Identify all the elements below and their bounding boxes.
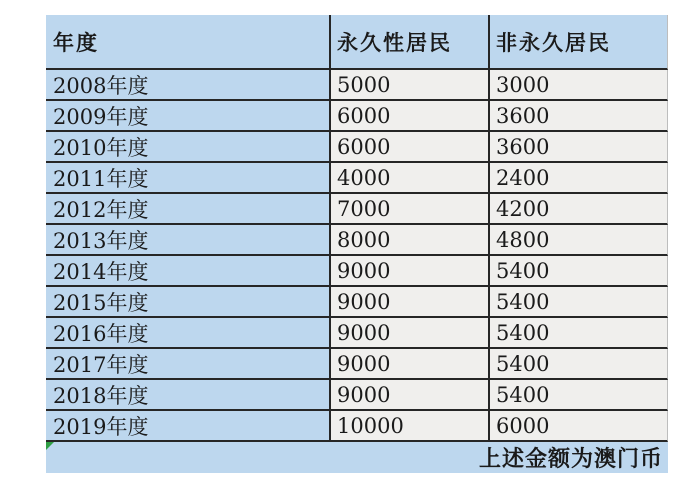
year-cell[interactable] <box>46 256 329 287</box>
non-permanent-residents-cell[interactable] <box>488 163 668 194</box>
table-row <box>46 318 668 349</box>
year-value: 2018年度 <box>53 383 149 408</box>
header-cell-permanent-residents[interactable] <box>329 15 488 70</box>
year-cell[interactable] <box>46 101 329 132</box>
year-cell[interactable] <box>46 411 329 442</box>
table-row <box>46 256 668 287</box>
year-value: 2013年度 <box>53 228 149 253</box>
table-footer-row[interactable] <box>46 442 668 473</box>
permanent-residents-cell[interactable] <box>329 101 488 132</box>
table-row <box>46 411 668 442</box>
non-permanent-residents-value: 5400 <box>496 320 550 345</box>
permanent-residents-cell[interactable] <box>329 349 488 380</box>
non-permanent-residents-value: 4800 <box>496 227 550 252</box>
table-row <box>46 163 668 194</box>
permanent-residents-cell[interactable] <box>329 411 488 442</box>
non-permanent-residents-value: 5400 <box>496 351 550 376</box>
non-permanent-residents-cell[interactable] <box>488 287 668 318</box>
permanent-residents-cell[interactable] <box>329 287 488 318</box>
permanent-residents-value: 10000 <box>337 413 404 438</box>
year-cell[interactable] <box>46 194 329 225</box>
year-value: 2014年度 <box>53 259 149 284</box>
non-permanent-residents-cell[interactable] <box>488 256 668 287</box>
permanent-residents-value: 9000 <box>337 320 391 345</box>
permanent-residents-value: 9000 <box>337 382 391 407</box>
year-value: 2015年度 <box>53 290 149 315</box>
permanent-residents-cell[interactable] <box>329 318 488 349</box>
year-cell[interactable] <box>46 70 329 101</box>
permanent-residents-value: 9000 <box>337 289 391 314</box>
permanent-residents-cell[interactable] <box>329 225 488 256</box>
non-permanent-residents-value: 5400 <box>496 382 550 407</box>
permanent-residents-value: 9000 <box>337 258 391 283</box>
table-row <box>46 287 668 318</box>
table-row <box>46 349 668 380</box>
permanent-residents-value: 6000 <box>337 103 391 128</box>
non-permanent-residents-value: 4200 <box>496 196 550 221</box>
year-cell[interactable] <box>46 287 329 318</box>
year-value: 2016年度 <box>53 321 149 346</box>
header-label-year: 年度 <box>53 29 99 55</box>
permanent-residents-value: 8000 <box>337 227 391 252</box>
non-permanent-residents-value: 3600 <box>496 134 550 159</box>
permanent-residents-cell[interactable] <box>329 132 488 163</box>
table-row <box>46 194 668 225</box>
table-row <box>46 380 668 411</box>
non-permanent-residents-cell[interactable] <box>488 349 668 380</box>
table-row <box>46 101 668 132</box>
non-permanent-residents-cell[interactable] <box>488 318 668 349</box>
year-cell[interactable] <box>46 132 329 163</box>
permanent-residents-value: 4000 <box>337 165 391 190</box>
non-permanent-residents-value: 5400 <box>496 289 550 314</box>
year-cell[interactable] <box>46 318 329 349</box>
permanent-residents-value: 9000 <box>337 351 391 376</box>
year-value: 2011年度 <box>53 166 149 191</box>
year-cell[interactable] <box>46 380 329 411</box>
non-permanent-residents-cell[interactable] <box>488 70 668 101</box>
permanent-residents-cell[interactable] <box>329 256 488 287</box>
footer-note: 上述金额为澳门币 <box>478 446 663 472</box>
non-permanent-residents-value: 6000 <box>496 413 550 438</box>
year-value: 2009年度 <box>53 104 149 129</box>
non-permanent-residents-cell[interactable] <box>488 101 668 132</box>
permanent-residents-cell[interactable] <box>329 380 488 411</box>
non-permanent-residents-value: 5400 <box>496 258 550 283</box>
year-value: 2010年度 <box>53 135 149 160</box>
table-header-row <box>46 15 668 70</box>
header-cell-non-permanent-residents[interactable] <box>488 15 668 70</box>
permanent-residents-value: 6000 <box>337 134 391 159</box>
year-value: 2017年度 <box>53 352 149 377</box>
residents-quota-table <box>46 15 668 473</box>
permanent-residents-cell[interactable] <box>329 70 488 101</box>
permanent-residents-cell[interactable] <box>329 194 488 225</box>
header-label-permanent-residents: 永久性居民 <box>337 29 452 55</box>
non-permanent-residents-cell[interactable] <box>488 225 668 256</box>
non-permanent-residents-cell[interactable] <box>488 380 668 411</box>
year-cell[interactable] <box>46 349 329 380</box>
permanent-residents-cell[interactable] <box>329 163 488 194</box>
table-body <box>46 70 668 442</box>
table-row <box>46 70 668 101</box>
excel-error-indicator-icon <box>46 442 54 450</box>
header-cell-year[interactable] <box>46 15 329 70</box>
non-permanent-residents-cell[interactable] <box>488 132 668 163</box>
year-cell[interactable] <box>46 163 329 194</box>
non-permanent-residents-cell[interactable] <box>488 411 668 442</box>
permanent-residents-value: 5000 <box>337 72 391 97</box>
year-value: 2012年度 <box>53 197 149 222</box>
non-permanent-residents-value: 3000 <box>496 72 550 97</box>
non-permanent-residents-value: 3600 <box>496 103 550 128</box>
table-row <box>46 225 668 256</box>
header-label-non-permanent-residents: 非永久居民 <box>496 29 611 55</box>
year-cell[interactable] <box>46 225 329 256</box>
table-row <box>46 132 668 163</box>
year-value: 2008年度 <box>53 73 149 98</box>
non-permanent-residents-value: 2400 <box>496 165 550 190</box>
year-value: 2019年度 <box>53 414 149 439</box>
permanent-residents-value: 7000 <box>337 196 391 221</box>
non-permanent-residents-cell[interactable] <box>488 194 668 225</box>
